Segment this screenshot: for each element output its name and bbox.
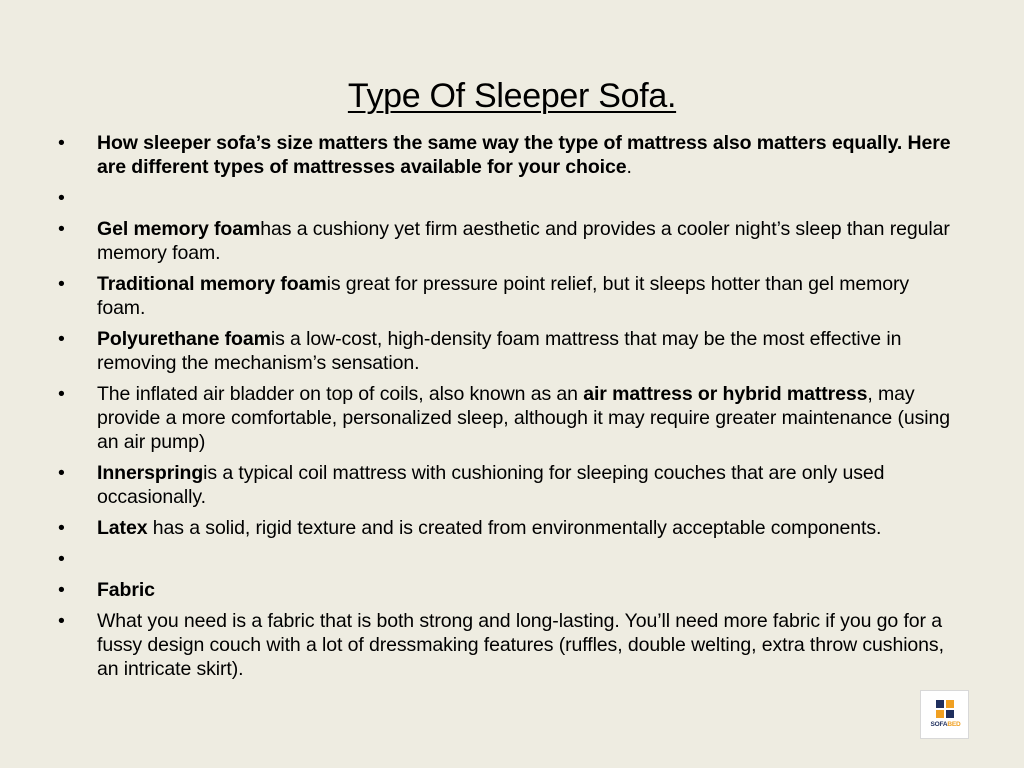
bullet-item — [56, 461, 956, 509]
bullet-item — [56, 217, 956, 265]
bullet-text: is a typical coil mattress with cushioning for sleeping couches that are only used occasionally. — [97, 462, 885, 508]
bullet-dot: • — [58, 579, 65, 601]
bullet-bold-text: Innerspring — [97, 462, 204, 484]
logo-brand-accent: BED — [947, 721, 961, 728]
bullet-bold-text: Gel memory foam — [97, 218, 261, 240]
slide-title: Type Of Sleeper Sofa. — [347, 77, 677, 115]
bullet-bold-text: Latex — [97, 517, 148, 539]
bullet-lead-text: The inflated air bladder on top of coils, also known as an — [97, 383, 584, 405]
bullet-text: is great for pressure point relief, but it sleeps hotter than gel memory foam. — [97, 273, 910, 319]
bullet-item-empty — [56, 186, 956, 210]
bullet-item-empty — [56, 547, 956, 571]
bullet-text: What you need is a fabric that is both strong and long-lasting. You’ll need more fabric if you go for a fussy design couch with a lot of dressmaking features (ruffles, double welting, extra throw cushions, an intricate skirt). — [97, 610, 944, 680]
bullet-item — [56, 516, 956, 540]
sofabed-logo — [920, 690, 969, 739]
bullet-item — [56, 131, 956, 179]
bullet-item — [56, 578, 956, 602]
bullet-dot: • — [58, 328, 65, 350]
bullet-item — [56, 609, 956, 681]
bullet-text: has a solid, rigid texture and is created from environmentally acceptable components. — [147, 517, 882, 539]
bullet-item — [56, 272, 956, 320]
bullet-item — [56, 327, 956, 375]
bullet-dot: • — [58, 517, 65, 539]
bullet-bold-text: Traditional memory foam — [97, 273, 327, 295]
bullet-dot: • — [58, 132, 65, 154]
sofabed-logo-icon — [936, 700, 954, 718]
bullet-dot: • — [58, 462, 65, 484]
bullet-dot: • — [58, 548, 65, 570]
bullet-dot: • — [58, 383, 65, 405]
bullet-dot: • — [58, 610, 65, 632]
bullet-dot: • — [58, 187, 65, 209]
bullet-bold-text: air mattress or hybrid mattress — [583, 383, 868, 405]
bullet-text: . — [626, 156, 632, 178]
bullet-item — [56, 382, 956, 454]
bullet-bold-text: How sleeper sofa’s size matters the same way the type of mattress also matters equally. Here are different types of mattresses available for your choice — [97, 132, 951, 178]
logo-brand-main: SOFA — [930, 721, 948, 728]
bullet-text: has a cushiony yet firm aesthetic and provides a cooler night’s sleep than regular memory foam. — [97, 218, 950, 264]
bullet-text: , may provide a more comfortable, personalized sleep, although it may require greater maintenance (using an air pump) — [97, 383, 951, 453]
bullet-bold-text: Polyurethane foam — [97, 328, 271, 350]
bullet-text: is a low-cost, high-density foam mattress that may be the most effective in removing the mechanism’s sensation. — [97, 328, 902, 374]
bullet-dot: • — [58, 218, 65, 240]
logo-wordmark — [921, 721, 970, 729]
bullet-dot: • — [58, 273, 65, 295]
bullet-list — [56, 131, 956, 688]
bullet-bold-text: Fabric — [97, 579, 155, 601]
